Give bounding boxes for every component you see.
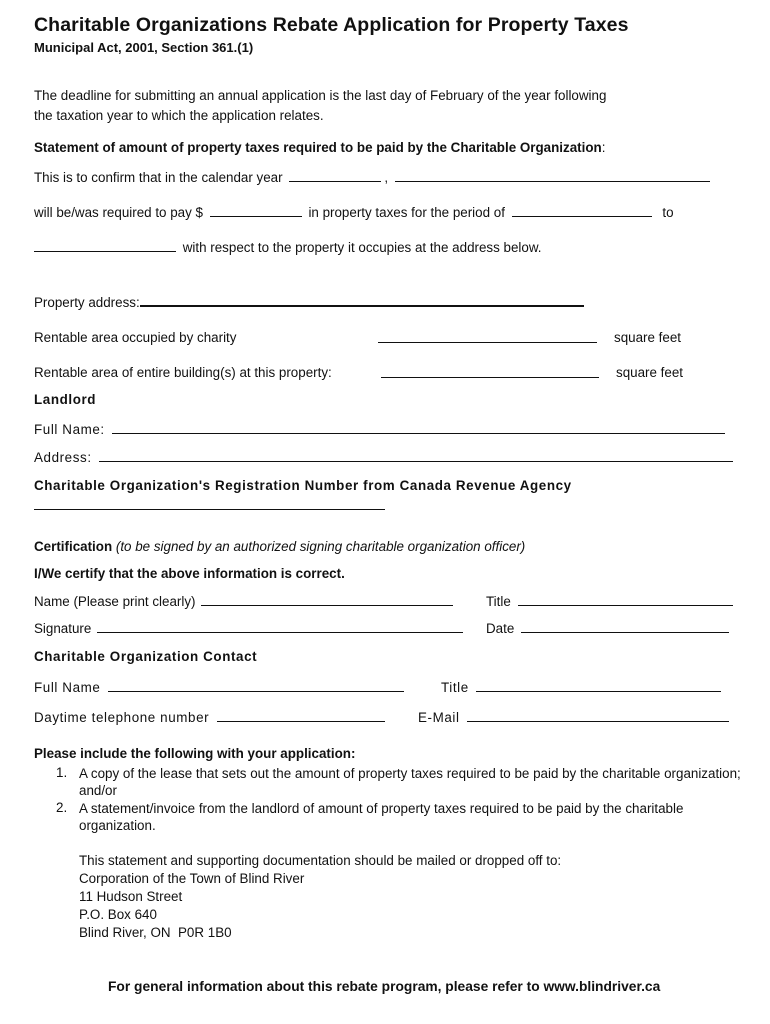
cert-name-row xyxy=(34,593,456,609)
statement-heading xyxy=(34,140,605,155)
statement-heading-colon: : xyxy=(601,140,606,155)
confirm-label: This is to confirm that in the calendar year xyxy=(34,170,283,185)
contact-name-label: Full Name xyxy=(34,680,101,695)
property-address-field[interactable] xyxy=(140,293,584,307)
rentable-charity-label: Rentable area occupied by charity xyxy=(34,330,237,345)
registration-row xyxy=(34,497,385,513)
contact-phone-row xyxy=(34,709,388,725)
intro-line-1: The deadline for submitting an annual application is the last day of February of the year following xyxy=(34,88,607,103)
pay-label: will be/was required to pay $ xyxy=(34,205,203,220)
calendar-year-field[interactable] xyxy=(289,169,381,182)
landlord-name-field[interactable] xyxy=(112,421,725,434)
certification-heading: Certification xyxy=(34,539,113,554)
page-title: Charitable Organizations Rebate Application for Property Taxes xyxy=(34,14,629,36)
landlord-name-label: Full Name: xyxy=(34,422,105,437)
pay-row xyxy=(34,204,674,220)
contact-title-label: Title xyxy=(441,680,469,695)
registration-number-field[interactable] xyxy=(34,497,385,510)
landlord-address-row xyxy=(34,449,736,465)
landlord-name-row xyxy=(34,421,728,437)
mail-address-line-1: Corporation of the Town of Blind River xyxy=(79,871,305,886)
contact-heading: Charitable Organization Contact xyxy=(34,649,258,664)
contact-phone-label: Daytime telephone number xyxy=(34,710,210,725)
landlord-address-label: Address: xyxy=(34,450,92,465)
cert-title-label: Title xyxy=(486,594,511,609)
organization-name-field[interactable] xyxy=(395,169,710,182)
contact-email-row xyxy=(418,709,732,725)
property-address-row xyxy=(34,293,587,310)
cert-title-field[interactable] xyxy=(518,593,733,606)
cert-date-field[interactable] xyxy=(521,620,729,633)
certification-statement: I/We certify that the above information is correct. xyxy=(34,566,345,581)
rentable-charity-field[interactable] xyxy=(378,330,597,343)
rentable-charity-row xyxy=(378,330,597,346)
tax-amount-field[interactable] xyxy=(210,204,302,217)
cert-date-row xyxy=(486,620,732,636)
cert-name-label: Name (Please print clearly) xyxy=(34,594,196,609)
list-item-text: A copy of the lease that sets out the amount of property taxes required to be paid by the charitable organization; and/or xyxy=(79,766,741,798)
include-heading: Please include the following with your application: xyxy=(34,746,356,761)
rentable-building-field[interactable] xyxy=(381,365,599,378)
contact-name-field[interactable] xyxy=(108,679,404,692)
period-end-field[interactable] xyxy=(34,239,176,252)
registration-heading: Charitable Organization's Registration Number from Canada Revenue Agency xyxy=(34,478,572,493)
landlord-heading: Landlord xyxy=(34,392,97,407)
certification-note: (to be signed by an authorized signing charitable organization officer) xyxy=(115,539,526,554)
list-item-number: 2. xyxy=(56,800,68,815)
period-label: in property taxes for the period of xyxy=(308,205,505,220)
respect-label: with respect to the property it occupies at the address below. xyxy=(182,240,542,255)
page-subtitle: Municipal Act, 2001, Section 361.(1) xyxy=(34,40,254,55)
intro-line-2: the taxation year to which the application relates. xyxy=(34,108,324,123)
respect-row xyxy=(34,239,542,255)
rentable-charity-unit: square feet xyxy=(614,330,681,345)
period-start-field[interactable] xyxy=(512,204,652,217)
to-label: to xyxy=(662,205,674,220)
mail-address-line-4: Blind River, ON P0R 1B0 xyxy=(79,925,232,940)
list-item-text: A statement/invoice from the landlord of amount of property taxes required to be paid by the charitable organization. xyxy=(79,801,684,833)
rentable-building-label: Rentable area of entire building(s) at this property: xyxy=(34,365,332,380)
statement-heading-text: Statement of amount of property taxes required to be paid by the Charitable Organization xyxy=(34,140,602,155)
footer-info: For general information about this rebate program, please refer to www.blindriver.ca xyxy=(108,979,661,994)
cert-title-row xyxy=(486,593,736,609)
mail-address-line-2: 11 Hudson Street xyxy=(79,889,183,904)
cert-name-field[interactable] xyxy=(201,593,453,606)
cert-signature-label: Signature xyxy=(34,621,92,636)
contact-title-row xyxy=(441,679,724,695)
certification-heading-row xyxy=(34,539,525,554)
rentable-building-unit: square feet xyxy=(616,365,683,380)
landlord-address-field[interactable] xyxy=(99,449,733,462)
confirm-row xyxy=(34,169,713,185)
contact-title-field[interactable] xyxy=(476,679,721,692)
property-address-label: Property address: xyxy=(34,295,140,310)
contact-email-field[interactable] xyxy=(467,709,729,722)
list-item-number: 1. xyxy=(56,765,68,780)
mail-address-line-3: P.O. Box 640 xyxy=(79,907,157,922)
cert-signature-field[interactable] xyxy=(97,620,463,633)
contact-name-row xyxy=(34,679,407,695)
cert-signature-row xyxy=(34,620,466,636)
contact-email-label: E-Mail xyxy=(418,710,460,725)
cert-date-label: Date xyxy=(486,621,515,636)
contact-phone-field[interactable] xyxy=(217,709,385,722)
mail-intro: This statement and supporting documentation should be mailed or dropped off to: xyxy=(79,853,562,868)
rentable-building-row xyxy=(381,365,599,381)
comma: , xyxy=(384,170,389,185)
